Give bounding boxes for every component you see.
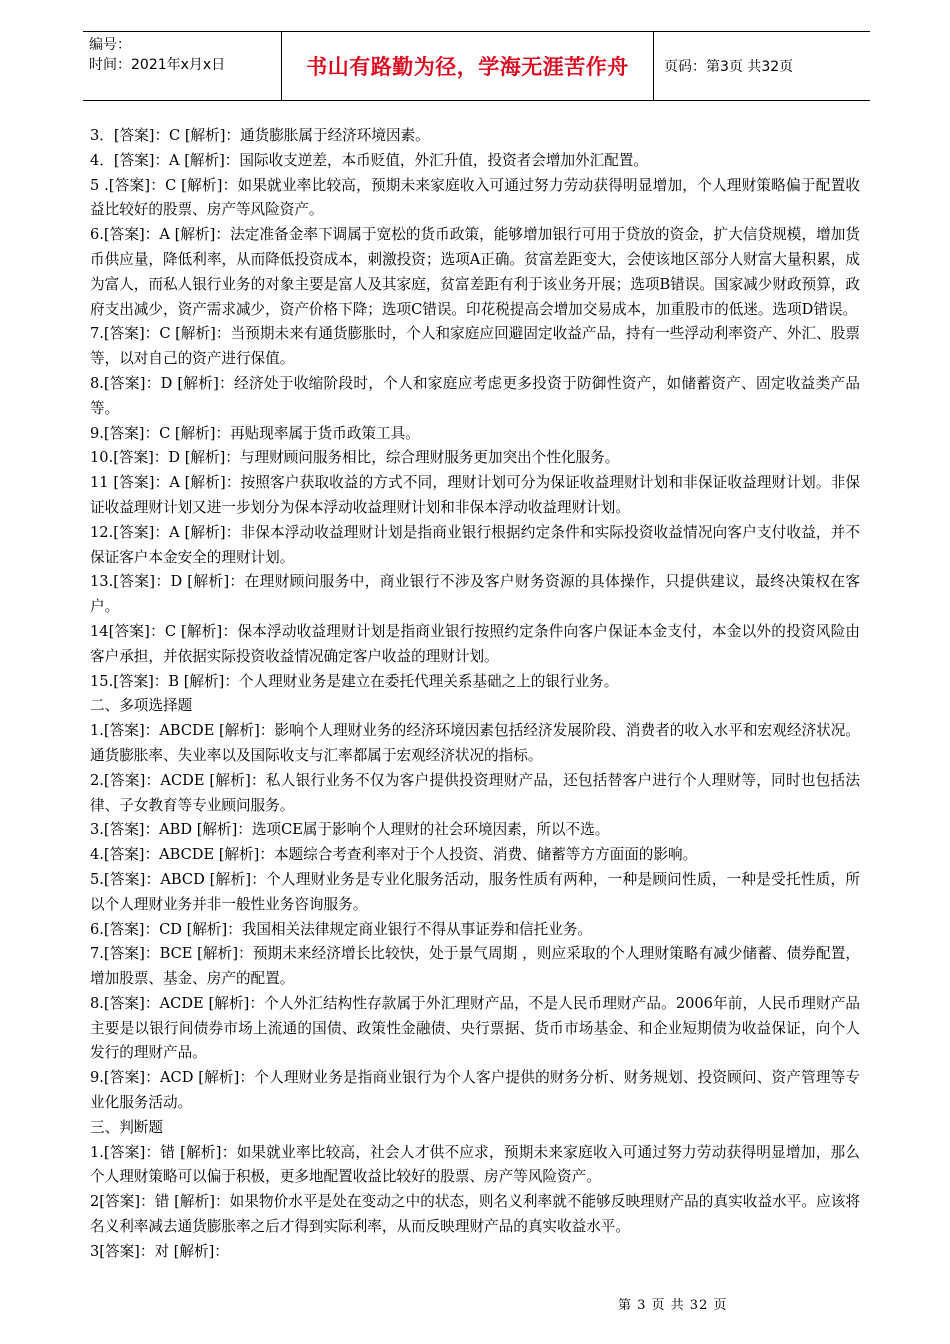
paragraph: 8.[答案]：ACDE [解析]：个人外汇结构性存款属于外汇理财产品，不是人民币理财产品。2006年前，人民币理财产品主要是以银行间债券市场上流通的国债、政策性金融债、央行票据、货币市场基金、和企业短期债为收益保证，向个人发行的理财产品。 <box>90 994 860 1062</box>
paragraph: 3[答案]：对 [解析]： <box>90 1242 229 1260</box>
header-page-info: 页码：第3页 共32页 <box>664 59 794 75</box>
paragraph: 1.[答案]：错 [解析]：如果就业率比较高，社会人才供不应求，预期未来家庭收入可通过努力劳动获得明显增加，那么个人理财策略可以偏于积极，更多地配置收益比较好的股票、房产等风险资产。 <box>90 1143 860 1186</box>
paragraph: 9.[答案]：ACD [解析]：个人理财业务是指商业银行为个人客户提供的财务分析、财务规划、投资顾问、资产管理等专业化服务活动。 <box>90 1069 860 1112</box>
paragraph: 15.[答案]：B [解析]：个人理财业务是建立在委托代理关系基础之上的银行业务。 <box>90 672 619 690</box>
paragraph: 10.[答案]：D [解析]：与理财顾问服务相比，综合理财服务更加突出个性化服务。 <box>90 449 620 467</box>
paragraph: 2.[答案]：ACDE [解析]：私人银行业务不仅为客户提供投资理财产品，还包括替客户进行个人理财等，同时也包括法律、子女教育等专业顾问服务。 <box>90 771 860 814</box>
header-motto: 书山有路勤为径，学海无涯苦作舟 <box>282 32 654 100</box>
document-number-label: 编号： <box>89 37 131 53</box>
page-footer: 第 3 页 共 32 页 <box>618 1298 728 1313</box>
paragraph: 1.[答案]：ABCDE [解析]：影响个人理财业务的经济环境因素包括经济发展阶段、消费者的收入水平和宏观经济状况。通货膨胀率、失业率以及国际收支与汇率都属于宏观经济状况的指标。 <box>90 722 860 764</box>
paragraph: 14[答案]：C [解析]：保本浮动收益理财计划是指商业银行按照约定条件向客户保证本金支付，本金以外的投资风险由客户承担，并依据实际投资收益情况确定客户收益的理财计划。 <box>90 622 860 665</box>
page-header <box>83 31 870 101</box>
paragraph: 6.[答案]：CD [解析]：我国相关法律规定商业银行不得从事证券和信托业务。 <box>90 920 593 938</box>
document-time-label: 时间：2021年x月x日 <box>89 57 226 73</box>
paragraph: 5.[答案]：ABCD [解析]：个人理财业务是专业化服务活动，服务性质有两种，一种是顾问性质，一种是受托性质，所以个人理财业务并非一般性业务咨询服务。 <box>90 870 860 913</box>
section-heading: 三、判断题 <box>90 1118 163 1136</box>
paragraph: 13.[答案]：D [解析]：在理财顾问服务中，商业银行不涉及客户财务资源的具体操作，只提供建议，最终决策权在客户。 <box>90 573 860 616</box>
paragraph: 3．[答案]：C [解析]：通货膨胀属于经济环境因素。 <box>90 127 430 144</box>
section-heading: 二、多项选择题 <box>90 697 193 715</box>
paragraph: 8.[答案]：D [解析]：经济处于收缩阶段时，个人和家庭应考虑更多投资于防御性资产，如储蓄资产、固定收益类产品等。 <box>90 374 860 417</box>
paragraph: 7.[答案]：BCE [解析]：预期未来经济增长比较快，处于景气周期 ，则应采取的个人理财策略有减少储蓄、债券配置，增加股票、基金、房产的配置。 <box>90 945 860 988</box>
header-meta <box>83 32 282 100</box>
paragraph: 4．[答案]：A [解析]：国际收支逆差，本币贬值，外汇升值，投资者会增加外汇配置。 <box>90 151 649 169</box>
paragraph: 7.[答案]：C [解析]：当预期未来有通货膨胀时，个人和家庭应回避固定收益产品，持有一些浮动利率资产、外汇、股票等，以对自己的资产进行保值。 <box>90 325 860 368</box>
paragraph: 3.[答案]：ABD [解析]：选项CE属于影响个人理财的社会环境因素，所以不选。 <box>90 821 610 839</box>
paragraph: 9.[答案]：C [解析]：再贴现率属于货币政策工具。 <box>90 424 420 442</box>
document-body <box>90 124 860 1265</box>
paragraph: 11 [答案]：A [解析]：按照客户获取收益的方式不同，理财计划可分为保证收益理财计划和非保证收益理财计划。非保证收益理财计划又进一步划分为保本浮动收益理财计划和非保本浮动收益理财计划。 <box>90 474 860 516</box>
paragraph: 5 .[答案]：C [解析]：如果就业率比较高，预期未来家庭收入可通过努力劳动获得明显增加，个人理财策略偏于配置收益比较好的股票、房产等风险资产。 <box>90 176 860 219</box>
paragraph: 12.[答案]：A [解析]：非保本浮动收益理财计划是指商业银行根据约定条件和实际投资收益情况向客户支付收益，并不保证客户本金安全的理财计划。 <box>90 523 860 566</box>
paragraph: 6.[答案]：A [解析]：法定准备金率下调属于宽松的货币政策，能够增加银行可用于贷放的资金，扩大信贷规模，增加货币供应量，降低利率，从而降低投资成本，刺激投资；选项A正确。贫富差距变大，会使该地区部分人财富大量积累，成为富人，而私人银行业务的对象主要是富人及其家庭，贫富差距有利于该业务开展；选项B错误。国家减少财政预算，政府支出减少，资产需求减少，资产价格下降；选项C错误。印花税提高会增加交易成本，加重股市的低迷。选项D错误。 <box>90 226 860 318</box>
paragraph: 4.[答案]：ABCDE [解析]：本题综合考查利率对于个人投资、消费、储蓄等方方面面的影响。 <box>90 846 698 864</box>
paragraph: 2[答案]：错 [解析]：如果物价水平是处在变动之中的状态，则名义利率就不能够反映理财产品的真实收益水平。应该将名义利率减去通货膨胀率之后才得到实际利率，从而反映理财产品的真实收益水平。 <box>90 1193 860 1236</box>
